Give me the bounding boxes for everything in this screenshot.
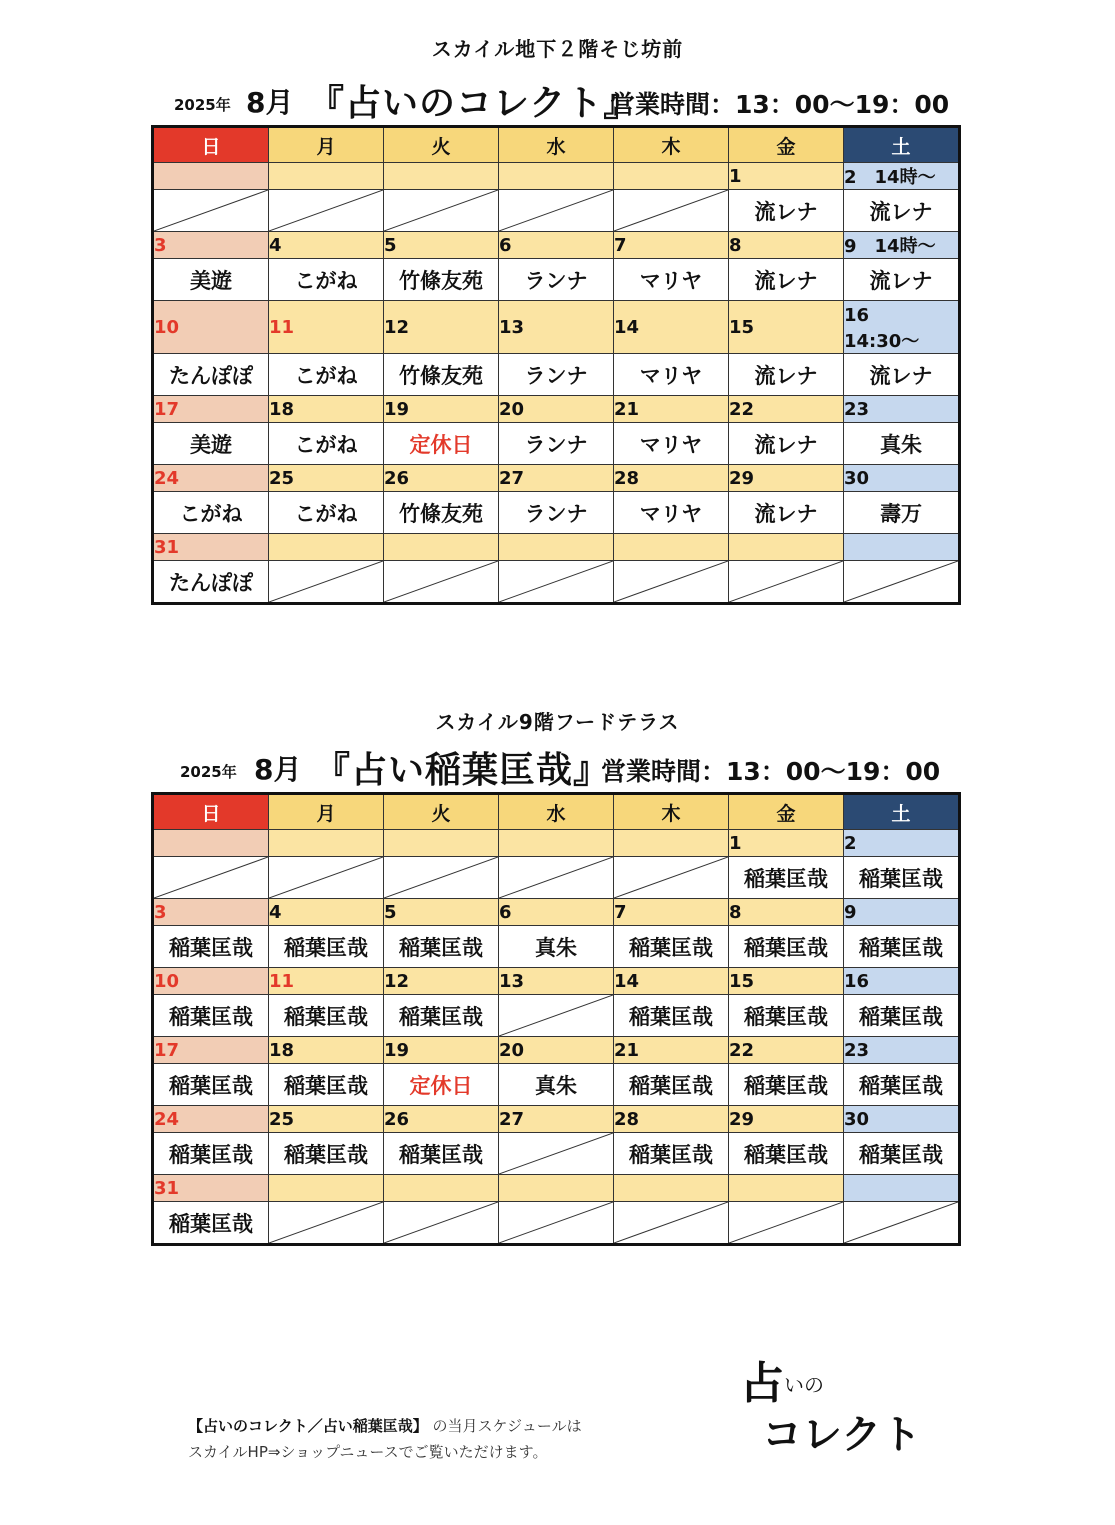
fortune-teller-name: 稲葉匡哉	[729, 857, 844, 899]
weekday-header-row	[153, 794, 960, 830]
fortune-teller-name: 稲葉匡哉	[844, 1064, 960, 1106]
month-label: 8月	[254, 753, 302, 786]
fortune-teller-name: 真朱	[499, 926, 614, 968]
date-number: 13	[499, 301, 614, 354]
date-number	[153, 830, 269, 857]
date-number	[384, 1175, 499, 1202]
empty-day-cell	[153, 190, 269, 232]
blank-cell-slash	[154, 857, 268, 898]
date-number: 2	[844, 830, 960, 857]
fortune-teller-name: 流レナ	[729, 259, 844, 301]
date-number	[153, 163, 269, 190]
empty-day-cell	[384, 561, 499, 604]
date-number: 14	[614, 301, 729, 354]
schedule-row	[153, 1064, 960, 1106]
date-number	[499, 1175, 614, 1202]
empty-day-cell	[269, 857, 384, 899]
business-hours: 営業時間：13：00〜19：00	[610, 90, 950, 119]
date-number: 28	[614, 465, 729, 492]
fortune-teller-name: 美遊	[153, 259, 269, 301]
schedule-row	[153, 926, 960, 968]
fortune-teller-name: 稲葉匡哉	[153, 995, 269, 1037]
date-number	[499, 534, 614, 561]
empty-day-cell	[844, 1202, 960, 1245]
calendar-table-2	[151, 792, 961, 1246]
date-number: 6	[499, 232, 614, 259]
fortune-teller-name: 稲葉匡哉	[153, 1202, 269, 1245]
logo-word: コレクト	[762, 1411, 922, 1458]
date-number: 27	[499, 465, 614, 492]
blank-cell-slash	[269, 561, 383, 602]
blank-cell-slash	[269, 1202, 383, 1243]
month-label: 8月	[246, 86, 294, 119]
date-number: 29	[729, 465, 844, 492]
fortune-teller-name: こがね	[269, 492, 384, 534]
fortune-teller-name: たんぽぽ	[153, 561, 269, 604]
fortune-teller-name: こがね	[153, 492, 269, 534]
date-number	[269, 163, 384, 190]
fortune-teller-name: 稲葉匡哉	[153, 1064, 269, 1106]
fortune-teller-name: 真朱	[499, 1064, 614, 1106]
date-number: 18	[269, 1037, 384, 1064]
date-row	[153, 465, 960, 492]
fortune-teller-name: 稲葉匡哉	[614, 995, 729, 1037]
fortune-teller-name: 稲葉匡哉	[844, 857, 960, 899]
location-title-2: スカイル9階フードテラス	[435, 710, 680, 734]
fortune-teller-name: 稲葉匡哉	[153, 1133, 269, 1175]
fortune-teller-name: 稲葉匡哉	[269, 1064, 384, 1106]
fortune-teller-name: 流レナ	[844, 354, 960, 396]
schedule-row	[153, 857, 960, 899]
date-number: 10	[153, 301, 269, 354]
date-number: 22	[729, 1037, 844, 1064]
fortune-teller-name: 稲葉匡哉	[729, 1064, 844, 1106]
weekday-header: 火	[384, 127, 499, 163]
date-number: 23	[844, 1037, 960, 1064]
schedule-row	[153, 354, 960, 396]
date-number: 11	[269, 301, 384, 354]
fortune-teller-name: 流レナ	[729, 423, 844, 465]
date-number: 9 14時〜	[844, 232, 960, 259]
blank-cell-slash	[499, 995, 613, 1036]
empty-day-cell	[499, 857, 614, 899]
empty-day-cell	[729, 561, 844, 604]
empty-day-cell	[614, 857, 729, 899]
empty-day-cell	[384, 1202, 499, 1245]
weekday-header-row	[153, 127, 960, 163]
blank-cell-slash	[729, 1202, 843, 1243]
empty-day-cell	[384, 190, 499, 232]
footer-line-1-rest: の当月スケジュールは	[432, 1417, 582, 1435]
empty-day-cell	[269, 561, 384, 604]
schedule-row	[153, 492, 960, 534]
date-number	[269, 534, 384, 561]
date-number: 5	[384, 232, 499, 259]
weekday-header: 木	[614, 127, 729, 163]
blank-cell-slash	[729, 561, 843, 602]
fortune-teller-name: こがね	[269, 423, 384, 465]
date-number: 26	[384, 465, 499, 492]
weekday-header: 水	[499, 127, 614, 163]
fortune-teller-name: 稲葉匡哉	[614, 1133, 729, 1175]
date-row	[153, 396, 960, 423]
date-number	[384, 830, 499, 857]
fortune-teller-name: 竹條友苑	[384, 259, 499, 301]
blank-cell-slash	[844, 1202, 958, 1243]
date-number: 30	[844, 1106, 960, 1133]
blank-cell-slash	[384, 190, 498, 231]
date-row	[153, 232, 960, 259]
date-number: 12	[384, 968, 499, 995]
fortune-teller-name: 流レナ	[844, 190, 960, 232]
empty-day-cell	[614, 1202, 729, 1245]
date-number: 7	[614, 232, 729, 259]
date-number: 3	[153, 899, 269, 926]
fortune-teller-name: 流レナ	[729, 190, 844, 232]
date-number: 7	[614, 899, 729, 926]
date-number: 15	[729, 968, 844, 995]
fortune-teller-name: 壽万	[844, 492, 960, 534]
shop-name: 『占い稲葉匡哉』	[314, 750, 611, 791]
date-number: 2 14時〜	[844, 163, 960, 190]
blank-cell-slash	[384, 857, 498, 898]
date-number: 31	[153, 534, 269, 561]
fortune-teller-name: 稲葉匡哉	[729, 926, 844, 968]
date-number: 30	[844, 465, 960, 492]
weekday-header: 土	[844, 127, 960, 163]
fortune-teller-name: 稲葉匡哉	[844, 926, 960, 968]
empty-day-cell	[269, 1202, 384, 1245]
shop-name: 『占いのコレクト』	[308, 83, 641, 124]
weekday-header: 月	[269, 127, 384, 163]
date-number	[614, 163, 729, 190]
date-number: 13	[499, 968, 614, 995]
blank-cell-slash	[499, 1133, 613, 1174]
date-row	[153, 1037, 960, 1064]
year-label: 2025年	[180, 763, 237, 781]
blank-cell-slash	[499, 561, 613, 602]
date-number	[614, 830, 729, 857]
date-row	[153, 163, 960, 190]
date-row	[153, 301, 960, 354]
fortune-teller-name: ランナ	[499, 423, 614, 465]
empty-day-cell	[499, 561, 614, 604]
date-row	[153, 1106, 960, 1133]
fortune-teller-name: 稲葉匡哉	[729, 1133, 844, 1175]
blank-cell-slash	[154, 190, 268, 231]
schedule-row	[153, 1133, 960, 1175]
date-number	[499, 830, 614, 857]
blank-cell-slash	[844, 561, 958, 602]
fortune-teller-name: 美遊	[153, 423, 269, 465]
calendar-title-1	[0, 78, 1115, 122]
calendar-table-1	[151, 125, 961, 605]
empty-day-cell	[384, 857, 499, 899]
fortune-teller-name: 稲葉匡哉	[269, 926, 384, 968]
date-number	[614, 1175, 729, 1202]
date-number: 28	[614, 1106, 729, 1133]
fortune-teller-name: 稲葉匡哉	[384, 926, 499, 968]
year-label: 2025年	[174, 96, 231, 114]
date-number: 10	[153, 968, 269, 995]
date-number	[499, 163, 614, 190]
date-number: 16	[844, 968, 960, 995]
fortune-teller-name: こがね	[269, 354, 384, 396]
date-number: 4	[269, 899, 384, 926]
date-row	[153, 1175, 960, 1202]
logo-char-2: いの	[784, 1373, 824, 1397]
fortune-teller-name: 稲葉匡哉	[614, 926, 729, 968]
fortune-teller-name: 流レナ	[844, 259, 960, 301]
date-number	[269, 1175, 384, 1202]
date-number	[614, 534, 729, 561]
date-number: 24	[153, 465, 269, 492]
date-number: 20	[499, 396, 614, 423]
empty-day-cell	[729, 1202, 844, 1245]
weekday-header: 日	[153, 127, 269, 163]
schedule-row	[153, 1202, 960, 1245]
date-number: 26	[384, 1106, 499, 1133]
empty-day-cell	[499, 1133, 614, 1175]
date-number: 22	[729, 396, 844, 423]
fortune-teller-name: こがね	[269, 259, 384, 301]
date-number	[729, 534, 844, 561]
date-number: 1	[729, 163, 844, 190]
fortune-teller-name: 稲葉匡哉	[153, 926, 269, 968]
date-number: 8	[729, 899, 844, 926]
blank-cell-slash	[269, 857, 383, 898]
date-number	[844, 534, 960, 561]
fortune-teller-name: ランナ	[499, 492, 614, 534]
empty-day-cell	[499, 1202, 614, 1245]
closed-day-label: 定休日	[384, 423, 499, 465]
date-number: 29	[729, 1106, 844, 1133]
fortune-teller-name: 稲葉匡哉	[614, 1064, 729, 1106]
fortune-teller-name: ランナ	[499, 354, 614, 396]
date-number: 24	[153, 1106, 269, 1133]
empty-day-cell	[499, 190, 614, 232]
fortune-teller-name: 真朱	[844, 423, 960, 465]
date-row	[153, 968, 960, 995]
fortune-teller-name: 稲葉匡哉	[729, 995, 844, 1037]
schedule-row	[153, 259, 960, 301]
blank-cell-slash	[614, 561, 728, 602]
schedule-row	[153, 190, 960, 232]
fortune-teller-name: 稲葉匡哉	[384, 1133, 499, 1175]
date-number: 8	[729, 232, 844, 259]
weekday-header: 火	[384, 794, 499, 830]
fortune-teller-name: 稲葉匡哉	[269, 1133, 384, 1175]
date-number: 14	[614, 968, 729, 995]
fortune-teller-name: マリヤ	[614, 259, 729, 301]
blank-cell-slash	[614, 1202, 728, 1243]
fortune-teller-name: 流レナ	[729, 354, 844, 396]
date-number: 25	[269, 465, 384, 492]
blank-cell-slash	[269, 190, 383, 231]
fortune-teller-name: 稲葉匡哉	[269, 995, 384, 1037]
date-number	[729, 1175, 844, 1202]
schedule-row	[153, 561, 960, 604]
date-number: 9	[844, 899, 960, 926]
date-number: 21	[614, 1037, 729, 1064]
blank-cell-slash	[499, 1202, 613, 1243]
empty-day-cell	[153, 857, 269, 899]
date-number: 3	[153, 232, 269, 259]
date-number	[269, 830, 384, 857]
footer-note	[188, 1413, 582, 1465]
date-number: 6	[499, 899, 614, 926]
fortune-teller-name: マリヤ	[614, 354, 729, 396]
date-number	[384, 163, 499, 190]
empty-day-cell	[844, 561, 960, 604]
fortune-teller-name: 稲葉匡哉	[844, 1133, 960, 1175]
date-number: 12	[384, 301, 499, 354]
weekday-header: 土	[844, 794, 960, 830]
date-number: 15	[729, 301, 844, 354]
date-number	[384, 534, 499, 561]
fortune-teller-name: 竹條友苑	[384, 492, 499, 534]
date-number: 21	[614, 396, 729, 423]
date-number: 11	[269, 968, 384, 995]
fortune-teller-name: 竹條友苑	[384, 354, 499, 396]
schedule-row	[153, 995, 960, 1037]
date-number	[844, 1175, 960, 1202]
empty-day-cell	[499, 995, 614, 1037]
date-number: 1	[729, 830, 844, 857]
schedule-row	[153, 423, 960, 465]
fortune-teller-name: マリヤ	[614, 423, 729, 465]
date-row	[153, 899, 960, 926]
blank-cell-slash	[614, 857, 728, 898]
blank-cell-slash	[384, 561, 498, 602]
date-row	[153, 534, 960, 561]
empty-day-cell	[614, 190, 729, 232]
blank-cell-slash	[614, 190, 728, 231]
weekday-header: 金	[729, 794, 844, 830]
date-number: 17	[153, 1037, 269, 1064]
footer-line-1	[188, 1413, 582, 1439]
date-number: 16 14:30〜	[844, 301, 960, 354]
footer-line-2: スカイルHP⇒ショップニュースでご覧いただけます。	[188, 1443, 548, 1461]
date-number: 20	[499, 1037, 614, 1064]
date-number: 27	[499, 1106, 614, 1133]
date-number: 19	[384, 396, 499, 423]
weekday-header: 金	[729, 127, 844, 163]
blank-cell-slash	[499, 190, 613, 231]
fortune-teller-name: 稲葉匡哉	[844, 995, 960, 1037]
date-number: 25	[269, 1106, 384, 1133]
date-row	[153, 830, 960, 857]
date-number: 5	[384, 899, 499, 926]
weekday-header: 水	[499, 794, 614, 830]
fortune-teller-name: 流レナ	[729, 492, 844, 534]
empty-day-cell	[269, 190, 384, 232]
date-number: 31	[153, 1175, 269, 1202]
fortune-teller-name: たんぽぽ	[153, 354, 269, 396]
business-hours: 営業時間：13：00〜19：00	[601, 757, 941, 786]
fortune-teller-name: 稲葉匡哉	[384, 995, 499, 1037]
weekday-header: 木	[614, 794, 729, 830]
date-number: 4	[269, 232, 384, 259]
weekday-header: 月	[269, 794, 384, 830]
logo-char-1: 占	[740, 1358, 784, 1409]
blank-cell-slash	[499, 857, 613, 898]
date-number: 19	[384, 1037, 499, 1064]
weekday-header: 日	[153, 794, 269, 830]
date-number: 23	[844, 396, 960, 423]
fortune-teller-name: ランナ	[499, 259, 614, 301]
blank-cell-slash	[384, 1202, 498, 1243]
date-number: 18	[269, 396, 384, 423]
footer-shops: 【占いのコレクト／占い稲葉匡哉】	[188, 1417, 428, 1435]
fortune-teller-name: マリヤ	[614, 492, 729, 534]
calendar-title-2	[0, 745, 1115, 789]
closed-day-label: 定休日	[384, 1064, 499, 1106]
location-title-1: スカイル地下２階そじ坊前	[431, 37, 684, 61]
collect-logo	[738, 1352, 928, 1462]
date-number: 17	[153, 396, 269, 423]
empty-day-cell	[614, 561, 729, 604]
